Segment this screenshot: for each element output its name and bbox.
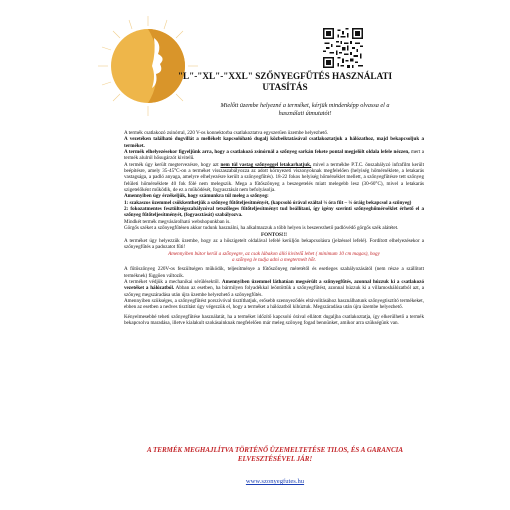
paragraph-orientation: A terméket úgy helyezzük üzembe, hogy az a hőszigetelt oldalával lefelé kerüljön bekapcsolásra (jelzéssel lefelé). Fordított elhelyezésekor a szőnyegfűtés a padozatot fűti! xyxy=(124,237,424,251)
paragraph-option-1: 1: szakaszos üzemmel csökkenthetjük a szőnyeg fűtőteljesítményét, (kapcsoló órával ezáltal ¼ óra fűt – ¼ óráig bekapcsol a szőnyeg) xyxy=(124,199,412,206)
important-heading: FONTOS!!! xyxy=(261,231,287,238)
furniture-warning-1: Amennyiben bútor kerül a szőnyegre, az csak lábakon álló kivitelű lehet ( minimum 10 cm magas), hogy xyxy=(168,250,380,257)
furniture-warning-2: a szőnyeg le tudja adni a megtermelt hőt. xyxy=(231,256,317,263)
intro-note xyxy=(165,102,445,118)
document-title xyxy=(140,71,430,93)
paragraph-damage xyxy=(124,279,424,298)
design-start: A termék úgy került megtervezésre, hogy azt xyxy=(124,161,221,168)
damage-bold: Amennyiben üzemmel láthatóan megsérült a szőnyegfűtés, azonnal húzzuk ki a csatlakozó vezetéket a hálózatból. xyxy=(124,278,424,292)
bending-warning xyxy=(130,446,420,464)
instruction-body xyxy=(124,130,424,326)
paragraph-option-2: 2: fokozatmentes fesztültségszabályzóval tetszőleges fűtőteljesítményt tud beállítani, így igény szerinti szőnyeghőmérséklet érhető el a szőnyeg fűtőteljesítményét, (fogyasztását) szabályozva. xyxy=(124,206,424,219)
damage-start: A terméket védjük a mechanikai sérülésektől. xyxy=(124,278,222,285)
paragraph-timer: Kényelmesebbé teheti szőnyegfűtése használatát, ha a terméket időzítő kapcsoló órával ellátott dugaljba csatlakoztatja, így elkerülhető a termék bekapcsolva maradása, illetve kialakult szokásainknak megfelelően már meleg szőnyeg fogad bennünket, amikor arra szükségünk van. xyxy=(124,313,424,326)
title-line-1: "L"-"XL"-"XXL" SZŐNYEGFŰTÉS HASZNÁLATI xyxy=(177,71,393,81)
design-underlined: nem túl vastag szőnyeggel letakarhatjuk, xyxy=(220,161,312,168)
paragraph-design xyxy=(124,162,424,194)
paragraph-placement xyxy=(124,149,424,162)
intro-line-2: használati útmutatót! xyxy=(278,110,332,117)
paragraph-voltage: A fűtőszőnyeg 220V-os feszültségen működik, teljesítménye a fűtőszőnyeg méretétől és esetleges szabályozásától (nem része a szállított terméknek) függően változik. xyxy=(124,266,424,279)
paragraph-too-warm: Amennyiben úgy érzékeljük, hogy számunkra túl meleg a szőnyeg: xyxy=(124,193,269,200)
damage-rest: Abban az esetben, ha bármilyen folyadékkal leöntöttük a szőnyegfűtést, azonnal húzzuk ki a villamoshálózatból azt, a szőnyeg megszáradása után újra üzembe helyezhető a szőnyegfűtés. xyxy=(124,285,424,298)
warning-line-1: A TERMÉK MEGHAJLÍTVA TÖRTÉNŐ ÜZEMELTETÉSE TILOS, ÉS A GARANCIA xyxy=(146,446,404,454)
placement-rest: mert a termék alulról hősugárzót kivitelű. xyxy=(124,149,424,162)
intro-line-1: Mielőtt üzembe helyezné a terméket, kérjük mindenképp olvassa el a xyxy=(220,102,390,109)
title-line-2: UTASÍTÁS xyxy=(262,82,308,92)
website-link[interactable]: www.szonyegfutes.hu xyxy=(245,478,305,485)
paragraph-chair: Görgős széket a szőnyegfűtésen akkor tudunk használni, ha alkalmazzuk a több helyen is beszerezhető padlóvédő görgős szék alátétet. xyxy=(124,225,399,232)
warning-line-2: ELVESZTÉSÉVEL JÁR! xyxy=(237,455,313,463)
qr-code-icon xyxy=(323,28,363,68)
design-rest: mivel a termékbe P.T.C. önszabályzó infrafilm került beépítésre, amely 35-45°C-on a terméket visszaszabályozza az adott környezeti viszonyoknak megfelelően (helyiség hőmérséklete, a letakarás vastagsága, a padló anyaga, amelyre elhelyezésre került a szőnyegfűtés). 18-22 fokos helyiség hőmérséklet mellett, a szőnyegfűtésre tett szőnyeg felületi hőmérséklete 40 fok fölé nem melegszik. Mega a fűtőszőnyeg a beszegetelés miatt melegebb lesz (30-60°C), mivel a letakarás szigetelőként működik, de ez a működését, fogyasztását nem befolyásolja. xyxy=(124,161,424,194)
paragraph-power: A termék csatlakozó zsinórral, 220 V-os konnektorba csatlakoztatva egyszerűen üzembe helyezhető. xyxy=(124,130,329,136)
paragraph-webshop: Mindkét termék megvásárolható webshopunkban is. xyxy=(124,218,231,225)
paragraph-plug: A vezetéken található dugvillát a mellékelt kapcsolóható dugalj közbeiktatásával csatlakoztatjuk a hálózathoz, majd bekapcsoljuk a terméket. xyxy=(124,136,424,149)
paragraph-cleaning: Amennyiben szükséges, a szőnyegfűtést porszívóval tisztíthatjuk, erősebb szennyeződés eltávolításához használhatunk szőnyegtisztító termékeket, ebben az esetben a nedves tisztítást úgy végezzük el, hogy a terméket a hálózatból kihúztuk. Megszáradása után újra üzembe helyezhető. xyxy=(124,297,424,311)
placement-bold: A termék elhelyezésekor figyeljünk arra, hogy a csatlakozó zsinórnál a szőnyeg sarkán fekete pontal megjelölt oldala lefele nézzen, xyxy=(124,149,410,156)
